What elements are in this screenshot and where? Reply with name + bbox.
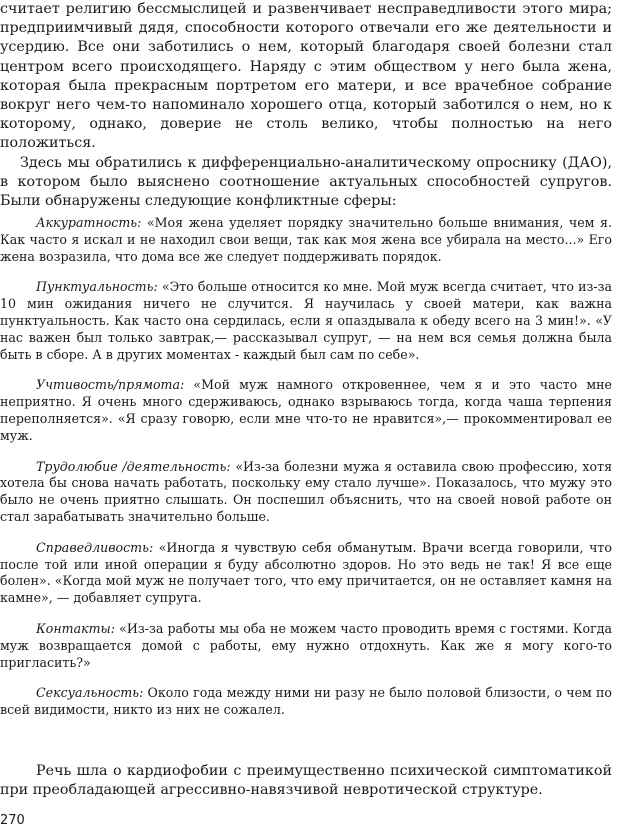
page-number: 270 <box>0 813 25 828</box>
sphere-text: «Это больше относится ко мне. Мой муж всегда считает, что из-за 10 мин ожидания ничего не случится. Я научилась у своей матери, как важна пунктуальность. Как часто она сердилась, если я опаздывала к обеду всего на 3 мин!». «У нас важен был только завтрак,— рассказывал супруг, — на нем вся семья должна была быть в сборе. А в других моментах - каждый был сам по себе». <box>0 279 612 362</box>
sphere-item <box>0 279 612 363</box>
conflict-spheres-list <box>0 215 612 733</box>
sphere-text: «Из-за болезни мужа я оставила свою профессию, хотя хотела бы снова начать работать, поскольку ему стало лучше». Показалось, что мужу это было не очень приятно слышать. Он поспешил объяснить, что на своей новой работе он стал зарабатывать значительно больше. <box>0 458 613 524</box>
closing-text <box>0 762 612 800</box>
sphere-label: Аккуратность: <box>36 215 142 230</box>
sphere-item <box>0 459 612 526</box>
sphere-text: «Иногда я чувствую себя обманутым. Врачи всегда говорили, что после той или иной операции я буду абсолютно здоров. Но это ведь не так! Я все еще болен». «Когда мой муж не получает того, что ему причитается, он не оставляет камня на камне», — добавляет супруга. <box>0 539 612 606</box>
sphere-item <box>0 540 612 607</box>
sphere-text: «Мой муж намного откровеннее, чем я и это часто мне неприятно. Я очень много сдерживаюсь, однако взрываюсь тогда, когда чаша терпения переполняется». «Я сразу говорю, если мне что-то не нравится»,— прокомментировал ее муж. <box>0 377 612 443</box>
intro-paragraph-2: Здесь мы обратились к дифференциально-аналитическому опроснику (ДАО), в котором было выяснено соотношение актуальных способностей супругов. Были обнаружены следующие конфликтные сферы: <box>0 154 612 210</box>
sphere-label: Учтивость/прямота: <box>36 377 185 393</box>
sphere-label: Трудолюбие /деятельность: <box>36 458 231 474</box>
sphere-label: Пунктуальность: <box>36 279 158 295</box>
sphere-label: Контакты: <box>36 620 116 636</box>
intro-text <box>0 0 612 211</box>
sphere-label: Сексуальность: <box>36 685 144 701</box>
closing-paragraph: Речь шла о кардиофобии с преимущественно психической симптоматикой при преобладающей агрессивно-навязчивой невротической структуре. <box>0 763 612 799</box>
intro-paragraph-1: считает религию бессмыслицей и развенчивает несправедливости этого мира; предприимчивый дядя, способности которого отвечали его же деятельности и усердию. Все они заботились о нем, который благодаря своей болезни стал центром всего происходящего. Наряду с этим обществом у него была жена, которая была прекрасным портретом его матери, и все врачебное собрание вокруг него чем-то напоминало хорошего отца, который заботился о нем, но к которому, однако, доверие не столь велико, чтобы полностью на него положиться. <box>0 1 612 152</box>
sphere-item <box>0 377 612 444</box>
sphere-text: «Из-за работы мы оба не можем часто проводить время с гостями. Когда муж возвращается домой с работы, ему нужно отдохнуть. Как же я могу кого-то пригласить?» <box>0 620 612 670</box>
sphere-text: «Моя жена уделяет порядку значительно больше внимания, чем я. Как часто я искал и не находил свои вещи, так как моя жена все убирала на место...» Его жена возразила, что дома все же следует поддерживать порядок. <box>0 215 612 264</box>
sphere-text: Около года между ними ни разу не было половой близости, о чем по всей видимости, никто из них не сожалел. <box>0 685 612 718</box>
sphere-item <box>0 215 612 265</box>
sphere-item <box>0 685 612 719</box>
sphere-item <box>0 621 612 671</box>
sphere-label: Справедливость: <box>36 539 154 555</box>
